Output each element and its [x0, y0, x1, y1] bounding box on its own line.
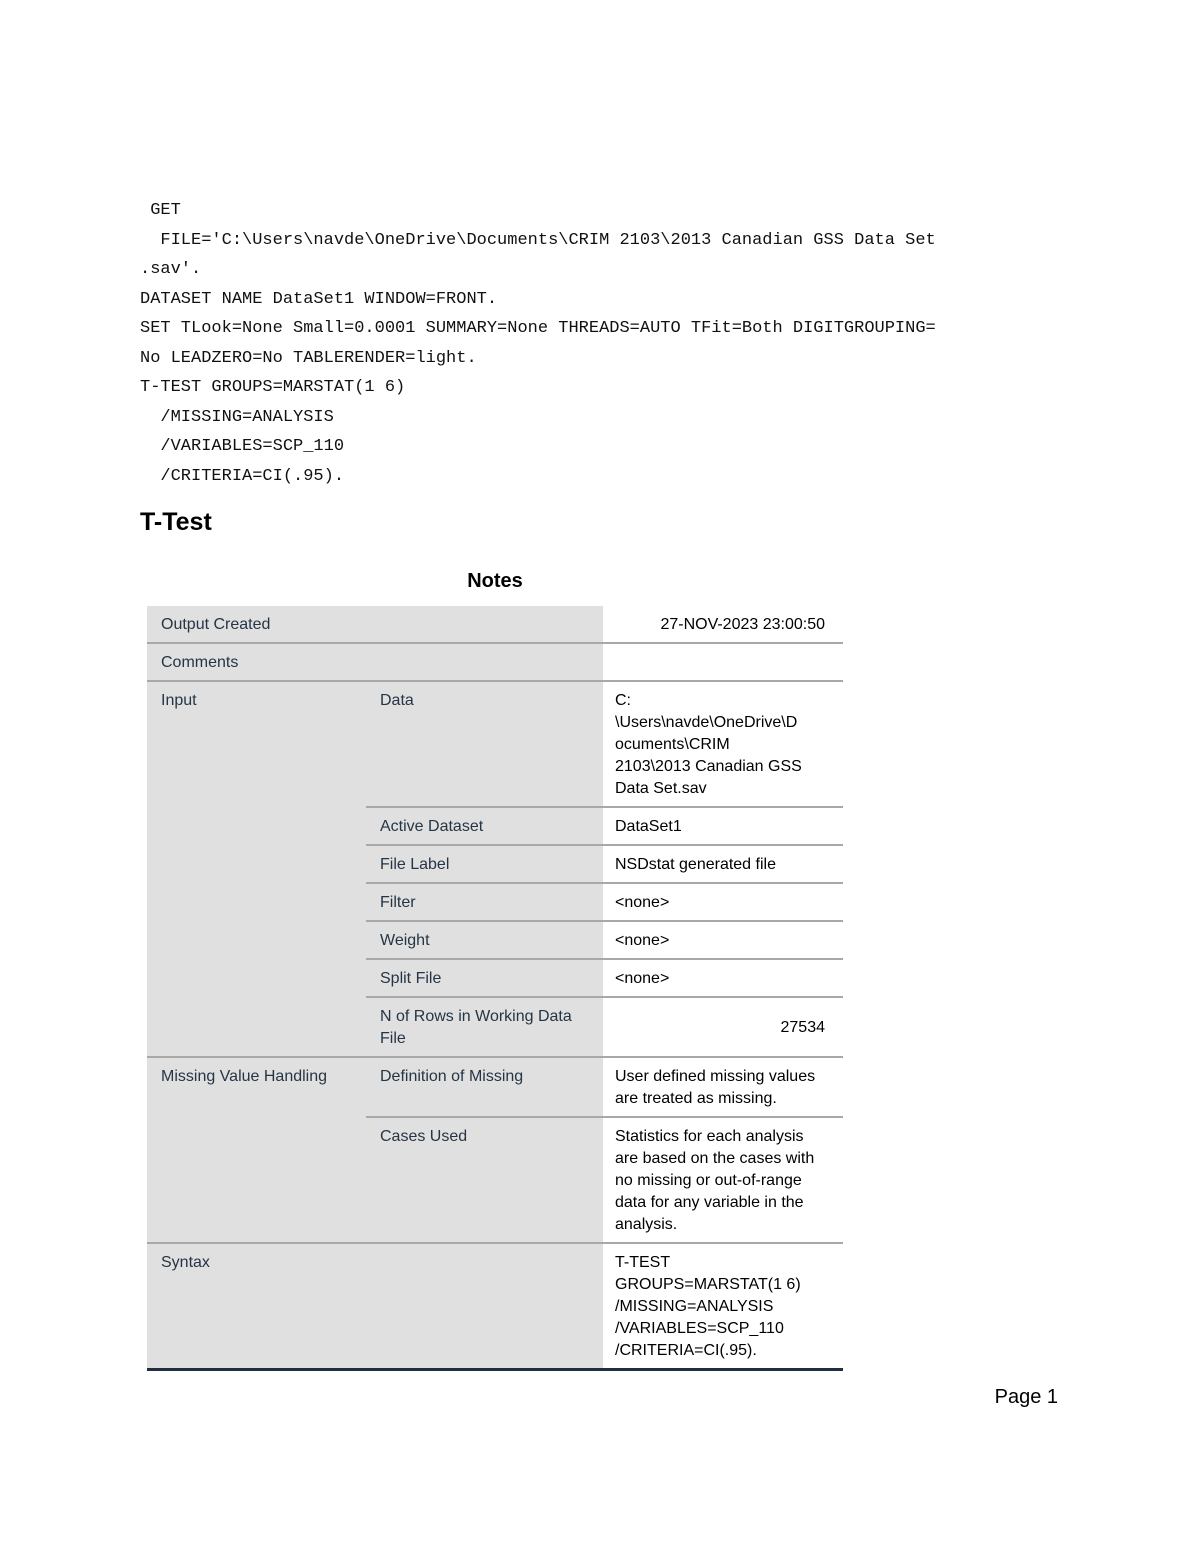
sub-label-split-file: Split File — [366, 959, 603, 997]
value-active-dataset: DataSet1 — [603, 807, 843, 845]
syntax-line: SET TLook=None Small=0.0001 SUMMARY=None THREADS=AUTO TFit=Both DIGITGROUPING= — [140, 319, 936, 338]
value-weight: <none> — [603, 921, 843, 959]
value-definition-of-missing: User defined missing values are treated as missing. — [603, 1057, 843, 1117]
value-filter: <none> — [603, 883, 843, 921]
value-n-of-rows: 27534 — [603, 997, 843, 1057]
value-output-created: 27-NOV-2023 23:00:50 — [603, 606, 843, 643]
syntax-line: /VARIABLES=SCP_110 — [140, 437, 345, 456]
syntax-line: T-TEST GROUPS=MARSTAT(1 6) — [140, 378, 406, 397]
table-row — [147, 643, 843, 681]
syntax-block — [140, 196, 1070, 491]
sub-label-definition-of-missing: Definition of Missing — [366, 1057, 603, 1117]
value-syntax: T-TEST GROUPS=MARSTAT(1 6) /MISSING=ANALYSIS /VARIABLES=SCP_110 /CRITERIA=CI(.95). — [603, 1243, 843, 1370]
sub-label-file-label: File Label — [366, 845, 603, 883]
value-file-label: NSDstat generated file — [603, 845, 843, 883]
value-comments — [603, 643, 843, 681]
syntax-line: FILE='C:\Users\navde\OneDrive\Documents\CRIM 2103\2013 Canadian GSS Data Set — [140, 230, 936, 250]
row-label-missing-value-handling: Missing Value Handling — [147, 1057, 366, 1243]
table-row — [147, 606, 843, 643]
notes-table — [147, 606, 843, 1371]
row-label-output-created: Output Created — [147, 606, 603, 643]
page-number: Page 1 — [994, 1386, 1058, 1408]
notes-table-title: Notes — [467, 570, 523, 592]
syntax-line: No LEADZERO=No TABLERENDER=light. — [140, 348, 477, 368]
syntax-line: /CRITERIA=CI(.95). — [140, 466, 345, 486]
value-data: C: \Users\navde\OneDrive\D ocuments\CRIM 2103\2013 Canadian GSS Data Set.sav — [603, 681, 843, 807]
syntax-line: /MISSING=ANALYSIS — [140, 407, 334, 427]
sub-label-n-of-rows: N of Rows in Working Data File — [366, 997, 603, 1057]
procedure-title: T-Test — [140, 508, 212, 536]
sub-label-cases-used: Cases Used — [366, 1117, 603, 1243]
sub-label-weight: Weight — [366, 921, 603, 959]
table-row — [147, 1057, 843, 1117]
sub-label-active-dataset: Active Dataset — [366, 807, 603, 845]
value-split-file: <none> — [603, 959, 843, 997]
sub-label-filter: Filter — [366, 883, 603, 921]
row-label-syntax: Syntax — [147, 1243, 603, 1370]
syntax-line: DATASET NAME DataSet1 WINDOW=FRONT. — [140, 289, 498, 309]
row-label-comments: Comments — [147, 643, 603, 681]
syntax-line: .sav'. — [140, 260, 202, 279]
syntax-line: GET — [140, 201, 181, 220]
row-label-input: Input — [147, 681, 366, 1057]
table-row — [147, 1243, 843, 1370]
value-cases-used: Statistics for each analysis are based on the cases with no missing or out-of-range data for any variable in the analysis. — [603, 1117, 843, 1243]
table-row — [147, 681, 843, 807]
sub-label-data: Data — [366, 681, 603, 807]
